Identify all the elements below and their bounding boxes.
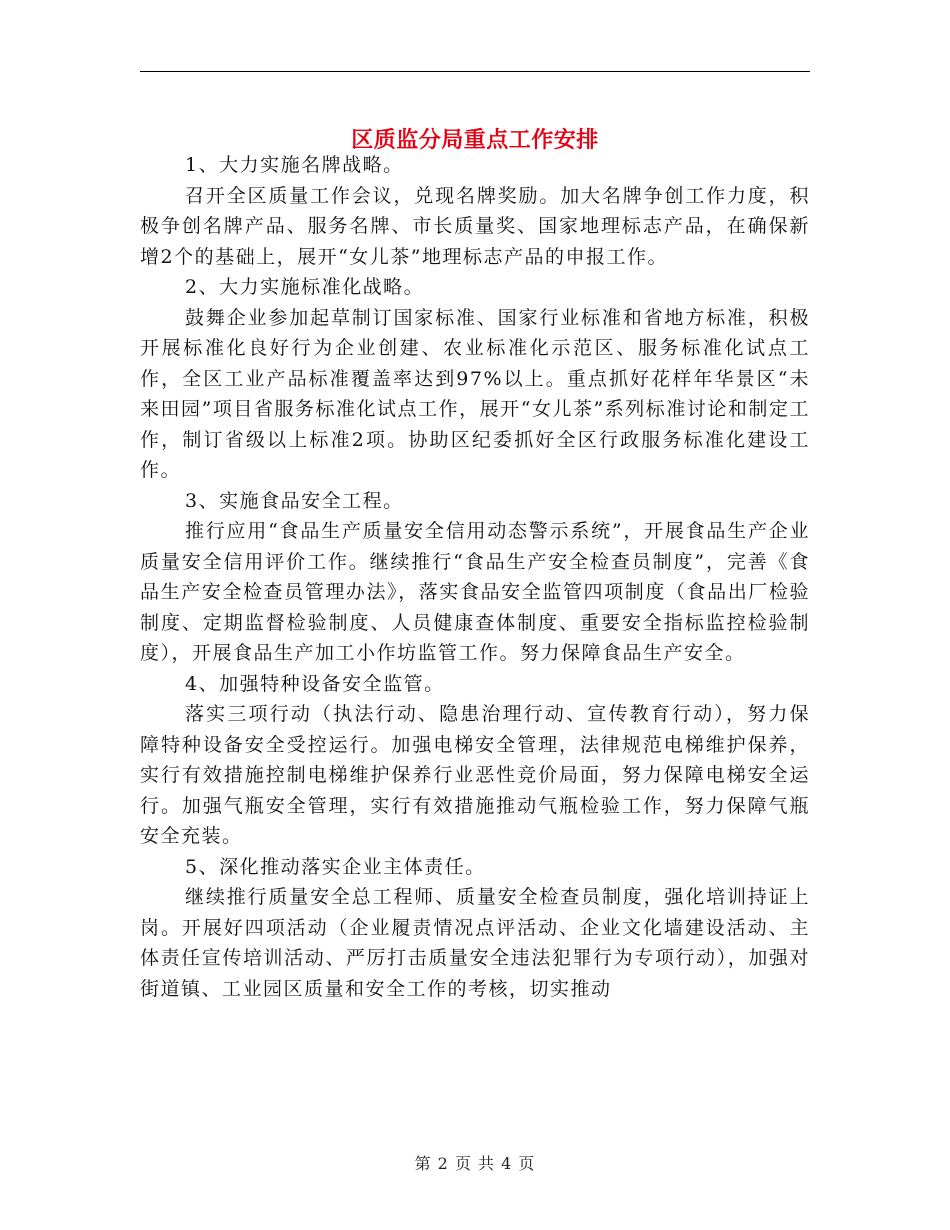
header-rule <box>140 71 810 72</box>
section-paragraph-5: 继续推行质量安全总工程师、质量安全检查员制度，强化培训持证上岗。开展好四项活动（企业履责情况点评活动、企业文化墙建设活动、主体责任宣传培训活动、严厉打击质量安全违法犯罪行为专项行动），加强对街道镇、工业园区质量和安全工作的考核，切实推动 <box>140 886 810 1000</box>
section-paragraph-1: 召开全区质量工作会议，兑现名牌奖励。加大名牌争创工作力度，积极争创名牌产品、服务名牌、市长质量奖、国家地理标志产品，在确保新增2个的基础上，展开“女儿茶”地理标志产品的申报工作。 <box>140 184 810 268</box>
section-paragraph-3: 推行应用“食品生产质量安全信用动态警示系统”，开展食品生产企业质量安全信用评价工作。继续推行“食品生产安全检查员制度”，完善《食品生产安全检查员管理办法》，落实食品安全监管四项制度（食品出厂检验制度、定期监督检验制度、人员健康查体制度、重要安全指标监控检验制度），开展食品生产加工小作坊监管工作。努力保障食品生产安全。 <box>140 520 810 664</box>
document-title: 区质监分局重点工作安排 <box>351 127 599 153</box>
section-heading-5: 5、深化推动落实企业主体责任。 <box>185 855 486 878</box>
section-heading-4: 4、加强特种设备安全监管。 <box>185 672 445 695</box>
section-paragraph-4: 落实三项行动（执法行动、隐患治理行动、宣传教育行动），努力保障特种设备安全受控运行。加强电梯安全管理，法律规范电梯维护保养，实行有效措施控制电梯维护保养行业恶性竞价局面，努力保障电梯安全运行。加强气瓶安全管理，实行有效措施推动气瓶检验工作，努力保障气瓶安全充装。 <box>140 703 810 847</box>
page-number-footer: 第 2 页 共 4 页 <box>414 1154 536 1173</box>
section-heading-1: 1、大力实施名牌战略。 <box>185 154 404 176</box>
section-heading-3: 3、实施食品安全工程。 <box>185 489 404 512</box>
section-paragraph-2: 鼓舞企业参加起草制订国家标准、国家行业标准和省地方标准，积极开展标准化良好行为企业创建、农业标准化示范区、服务标准化试点工作，全区工业产品标准覆盖率达到97%以上。重点抓好花样年华景区“未来田园”项目省服务标准化试点工作，展开“女儿茶”系列标准讨论和制定工作，制订省级以上标准2项。协助区纪委抓好全区行政服务标准化建设工作。 <box>140 306 810 481</box>
document-body <box>140 150 810 1004</box>
section-heading-2: 2、大力实施标准化战略。 <box>185 276 425 298</box>
